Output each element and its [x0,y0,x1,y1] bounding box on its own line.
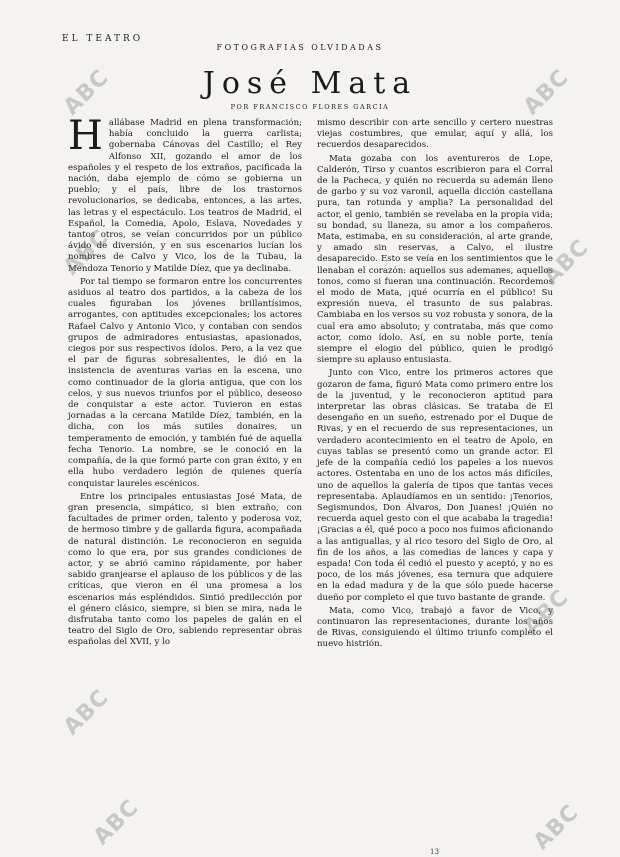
abc-watermark-logo: ABC [58,684,115,741]
page-number: 13 [430,848,439,856]
abc-watermark-logo: ABC [88,794,145,851]
article-column-left [68,113,302,828]
paragraph: mismo describir con arte sencillo y certero nuestras viejas costumbres, que emular, aquí y allá, los recuerdos desaparecidos. [317,118,553,151]
paragraph: Mata gozaba con los aventureros de Lope, Calderón, Tirso y cuantos escribieron para el Corral de la Pacheca, y quién no recuerda su ademán lleno de garbo y su voz varonil, aquella dicción castellana pura, tan rotunda y amplia? La personalidad del actor, el genio, también se revelaba en la propia vida; su bondad, su llaneza, su amor a los compañeros. Mata, estimaba, en su consideración, al arte grande, y amado sin reservas, a Calvo, el ilustre desaparecido. Esto se veía en los sentimientos que le llenaban el corazón: aquellos sus ademanes, aquellos tonos, como si fueran una continuación. Recordemos el modo de Mata, ¡qué ocurría en el público! Su expresión nueva, el trasunto de sus palabras. Cambiaba en los versos su voz robusta y sonora, de la cual era amo absoluto; y contrataba, más que como actor, como ídolo. Así, en su noble porte, tenía siempre el elogio del público, quien le prodigó siempre su aplauso entusiasta. [317,153,553,366]
abc-watermark-logo: ABC [518,584,575,641]
paragraph: Hallábase Madrid en plena transformación; había concluido la guerra carlista; gobernaba Cánovas del Castillo; el Rey Alfonso XII, gozando el amor de los españoles y el respeto de los extraños, pacificada la nación, daba ejemplo de cómo se gobierna un pueblo; y el país, libre de los trastornos revolucionarios, se dedicaba, entonces, a las artes, las letras y el espectáculo. Los teatros de Madrid, el Español, la Comedia, Apolo, Eslava, Novedades y tantos otros, se veían concurridos por un público ávido de diversión, y en sus escenarios lucían los nombres de Calvo y Vico, los de la Tubau, la Mendoza Tenorio y Matilde Díez, que ya declinaba. [68,113,302,274]
article-title: José Mata [202,66,418,101]
section-title: FOTOGRAFIAS OLVIDADAS [180,43,420,52]
abc-watermark-logo: ABC [518,64,575,121]
paragraph: Entre los principales entusiastas José Mata, de gran presencia, simpático, si bien extraño, con facultades de primer orden, talento y poderosa voz, de hermoso timbre y de gallarda figura, acompañada de natural distinción. Le reconocieron en seguida como lo que era, por sus grandes condiciones de actor, y se abrió camino rápidamente, por haber sabido granjearse el aplauso de los públicos y de las críticas, que vieron en él una promesa a los escenarios más espléndidos. Sintió predilección por el género clásico, siempre, si bien se mira, nada le disfrutaba tanto como los papeles de galán en el teatro del Siglo de Oro, sabiendo representar obras españolas del XVII, y lo [68,491,302,648]
paragraph: Mata, como Vico, trabajó a favor de Vico, y continuaron las representaciones, durante los años de Rivas, consiguiendo el último triunfo completo el nuevo histrión. [317,605,553,650]
article-column-right [317,118,553,830]
abc-watermark-logo: ABC [528,799,585,856]
paragraph: Por tal tiempo se formaron entre los concurrentes asiduos al teatro dos partidos, a la cabeza de los cuales figuraban los jóvenes brillantísimos, arrogantes, con aptitudes excepcionales; los actores Rafael Calvo y Antonio Vico, y contaban con sendos grupos de admiradores entusiastas, apasionados, ciegos por sus respectivos ídolos. Pero, a la vez que el par de figuras sobresalientes, le dió en la insistencia de aventuras varias en la escena, uno como continuador de la gloria antigua, que con los celos, y sus nuevos triunfos por el público, deseoso de conquistar a este actor. Tuvieron en estas jornadas a la cercana Matilde Díez, también, en la dicha, con los más sutiles donaires, un temperamento de emoción, y también fué de aquella fecha Tenorio. La nombre, se le conoció en la compañía, de la que formó parte con gran éxito, y en ella hubo verdadero legión de quienes quería conquistar laureles escénicos. [68,276,302,489]
abc-watermark-logo: ABC [538,234,595,291]
drop-cap: H [68,113,103,159]
running-head: EL TEATRO [62,34,144,44]
abc-watermark-logo: ABC [58,224,115,281]
byline: POR FRANCISCO FLORES GARCIA [230,103,390,111]
paragraph: Junto con Vico, entre los primeros actores que gozaron de fama, figuró Mata como primero entre los de la juventud, y le reconocieron aptitud para interpretar las obras clásicas. Se trataba de El desengaño en un sueño, estrenado por el Duque de Rivas, y en el recuerdo de sus representaciones, un verdadero acontecimiento en el teatro de Apolo, en cuyas tablas se presentó como un grande actor. El jefe de la compañía cedió los papeles a los nuevos actores. Ostentaba en uno de los actos más difíciles, uno de aquellos la galería de tipos que tantas veces representaba. Aplaudíamos en un sentido: ¡Tenorios, Segismundos, Don Álvaros, Don Juanes! ¡Quién no recuerda aquel gesto con el que acababa la tragedia! ¡Gracias a él, qué poco a poco nos fuimos aficionando a las antiguallas, y al rico tesoro del Siglo de Oro, al fin de los años, a las comedias de lances y capa y espada! Con toda él cedió el puesto y aceptó, y no es poco, de los más jóvenes, esa ternura que adquiere en la edad madura y de la que sólo puede hacerse dueño por completo el que tuvo bastante de grande. [317,368,553,603]
abc-watermark-logo: ABC [58,64,115,121]
